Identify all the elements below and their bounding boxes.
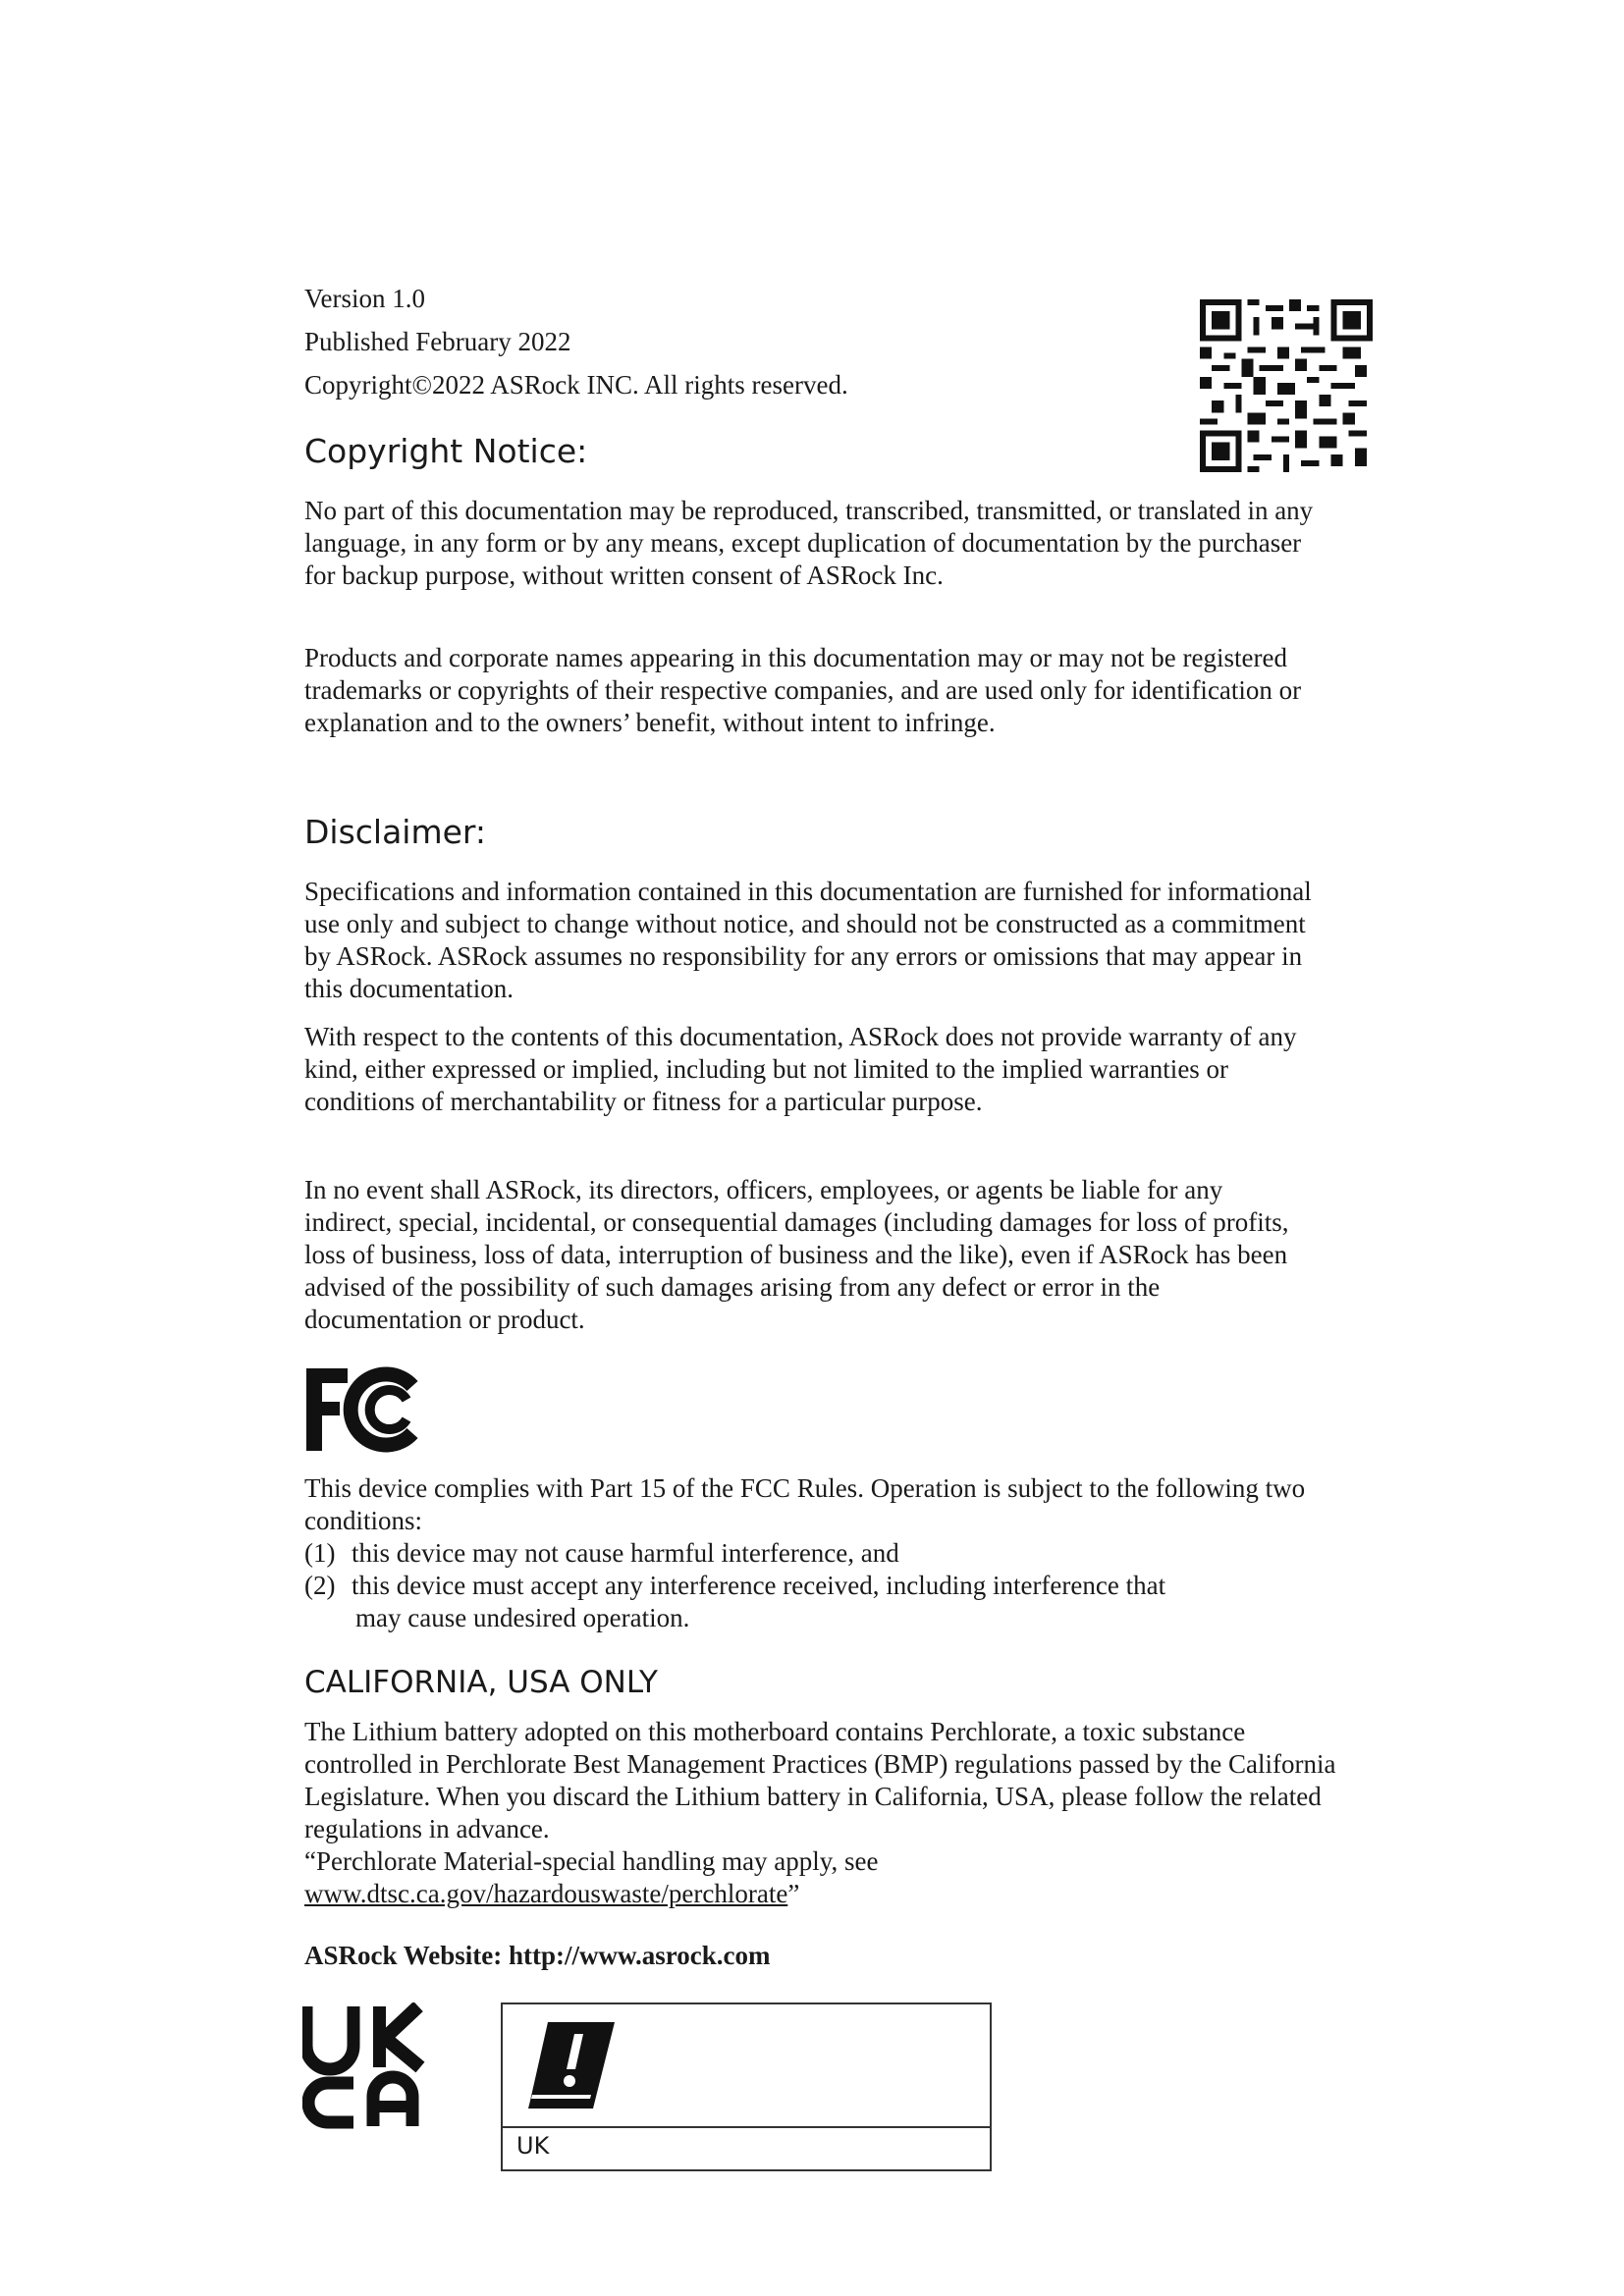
manual-book-icon xyxy=(520,2016,619,2114)
box-divider xyxy=(503,2126,990,2128)
california-heading: CALIFORNIA, USA ONLY xyxy=(304,1665,658,1700)
disclaimer-paragraph-3: In no event shall ASRock, its directors, officers, employees, or agents be liable for any indirect, special, incidental, or consequential damages (including damages for loss of profits, loss of business, loss of data, interruption of business and the like), even if ASRock has been advised of the possibility of such damages arising from any defect or error in the documentation or product. xyxy=(304,1175,1289,1334)
quote-prefix: “Perchlorate Material-special handling may apply, see xyxy=(304,1846,879,1876)
copyright-paragraph-1: No part of this documentation may be reproduced, transcribed, transmitted, or translated in any language, in any form or by any means, except duplication of documentation by the purchaser for backup purpose, without written consent of ASRock Inc. xyxy=(304,496,1314,590)
condition-text: this device may not cause harmful interference, and xyxy=(352,1538,899,1568)
published-line: Published February 2022 xyxy=(304,327,571,356)
disclaimer-heading: Disclaimer: xyxy=(304,813,487,851)
quote-suffix: ” xyxy=(787,1879,800,1908)
disclaimer-paragraph-2: With respect to the contents of this documentation, ASRock does not provide warranty of any kind, either expressed or implied, including but not limited to the implied warranties or conditions of merchantability or fitness for a particular purpose. xyxy=(304,1022,1297,1116)
condition-number: (2) xyxy=(304,1571,336,1600)
perchlorate-note xyxy=(304,1845,1355,1910)
condition-text-continued: may cause undesired operation. xyxy=(355,1603,690,1632)
condition-number: (1) xyxy=(304,1538,336,1568)
asrock-website: ASRock Website: http://www.asrock.com xyxy=(304,1941,771,1970)
fcc-intro: This device complies with Part 15 of the FCC Rules. Operation is subject to the following two conditions: xyxy=(304,1473,1306,1535)
ukca-mark-icon xyxy=(302,2002,430,2130)
fcc-logo-icon xyxy=(304,1364,432,1455)
disclaimer-paragraph-1: Specifications and information contained in this documentation are furnished for informational use only and subject to change without notice, and should not be constructed as a commitment by ASRock. ASRock assumes no responsibility for any errors or omissions that may appear in this documentation. xyxy=(304,877,1312,1003)
uk-compliance-box xyxy=(501,2002,992,2171)
fcc-condition-1 xyxy=(304,1537,899,1570)
copyright-paragraph-2: Products and corporate names appearing in this documentation may or may not be registered trademarks or copyrights of their respective companies, and are used only for identification or explanation and to the owners’ benefit, without intent to infringe. xyxy=(304,643,1302,737)
california-paragraph: The Lithium battery adopted on this motherboard contains Perchlorate, a toxic substance controlled in Perchlorate Best Management Practices (BMP) regulations passed by the California Legislature. When you discard the Lithium battery in California, USA, please follow the related regulations in advance. xyxy=(304,1717,1336,1843)
uk-label: UK xyxy=(516,2132,550,2160)
copyright-notice-heading: Copyright Notice: xyxy=(304,432,588,470)
condition-text: this device must accept any interference received, including interference that xyxy=(352,1571,1166,1600)
dtsc-link[interactable]: www.dtsc.ca.gov/hazardouswaste/perchlorate xyxy=(304,1879,788,1908)
document-meta xyxy=(304,277,848,406)
version-line: Version 1.0 xyxy=(304,284,425,313)
qr-code-icon xyxy=(1200,299,1373,472)
copyright-line: Copyright©2022 ASRock INC. All rights reserved. xyxy=(304,370,848,400)
fcc-condition-2 xyxy=(304,1570,1165,1634)
